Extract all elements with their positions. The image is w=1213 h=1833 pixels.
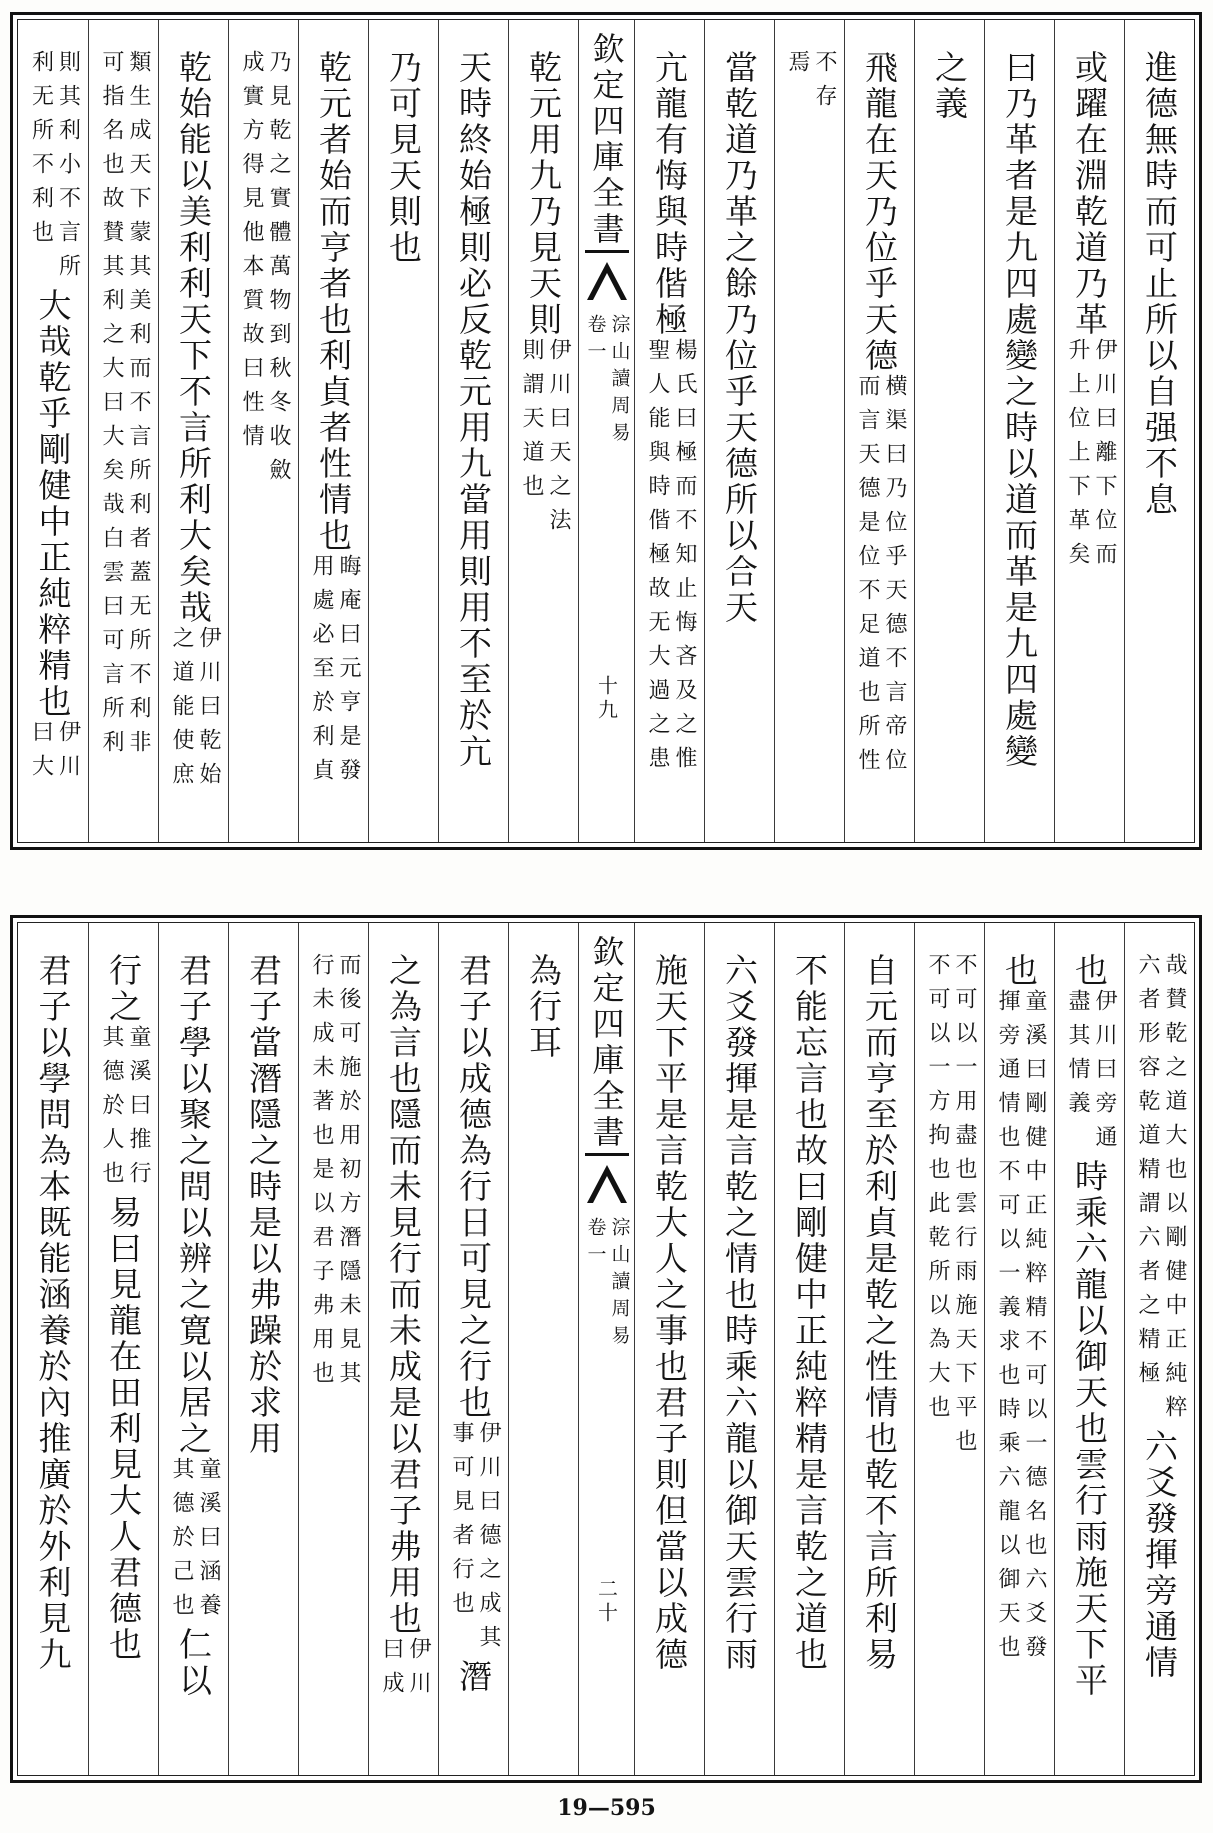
commentary-line: 焉 [785, 50, 810, 84]
collection-title: 欽定四庫全書 [587, 32, 626, 248]
text-column [438, 923, 508, 1775]
commentary-line: 成實方得見他本質故曰性情 [239, 50, 264, 458]
text-column [914, 20, 984, 842]
page-number: 19—595 [557, 1795, 656, 1821]
commentary-note [378, 1637, 429, 1705]
text-column [1054, 20, 1124, 842]
main-text: 君子以學問為本既能涵養於內推廣於外利見九 [33, 953, 73, 1673]
text-column [634, 20, 704, 842]
folio-caption [585, 1217, 629, 1352]
text-column [914, 923, 984, 1775]
commentary-line: 則謂天道也 [519, 338, 544, 508]
text-column [1054, 923, 1124, 1775]
commentary-line: 不存 [812, 50, 837, 118]
main-text: 乃可見天則也 [384, 50, 423, 266]
folio-center-column [578, 923, 634, 1775]
commentary-note [1064, 989, 1115, 1159]
main-text: 曰乃革者是九四處變之時以道而革是九四處變 [1000, 50, 1039, 770]
main-text: 之義 [930, 50, 969, 122]
commentary-line: 晦庵曰元亨是發 [336, 554, 361, 792]
commentary-line: 横渠曰乃位乎天德不言帝位 [882, 374, 907, 782]
main-text: 乾始能以美利利天下不言所利大矣哉 [174, 50, 213, 626]
commentary-line: 伊川 [406, 1637, 431, 1705]
commentary-line: 類生成天下蒙其美利而不言所利者蓋无所不利非 [126, 50, 151, 764]
commentary-line: 伊川曰乾始 [196, 626, 221, 796]
commentary-note [168, 626, 219, 796]
commentary-line: 乃見乾之實體萬物到秋冬收斂 [266, 50, 291, 492]
commentary-line: 升上位上下革矣 [1065, 338, 1090, 576]
commentary-note [854, 374, 905, 782]
commentary-line: 之道能使庶 [169, 626, 194, 796]
commentary-note [1134, 953, 1185, 1429]
book-title: 淙山讀周易 [608, 314, 631, 449]
commentary-line: 事可見者行也 [449, 1421, 474, 1625]
commentary-line: 曰成 [379, 1637, 404, 1705]
commentary-line: 不可以一方拘也此乾所以為大也 [925, 953, 950, 1429]
main-text: 大哉乾乎剛健中正純粹精也 [33, 288, 73, 720]
commentary-note [28, 720, 79, 788]
commentary-note [924, 953, 975, 1463]
commentary-note [308, 554, 359, 792]
upper-page-frame [10, 12, 1202, 850]
folio-center-column [578, 20, 634, 842]
leaf-number: 十九 [594, 675, 619, 723]
text-column [508, 20, 578, 842]
commentary-line: 童溪曰涵養 [196, 1457, 221, 1627]
text-column [88, 923, 158, 1775]
commentary-line: 楊氏曰極而不知止悔吝及之惟 [672, 338, 697, 780]
main-text: 當乾道乃革之餘乃位乎天德所以合天 [720, 50, 759, 626]
commentary-line: 曰大 [28, 720, 54, 788]
commentary-line: 盡其情義 [1065, 989, 1090, 1125]
commentary-line: 哉賛乾之道大也以剛健中正純粹 [1162, 953, 1187, 1429]
main-text: 行之 [104, 953, 143, 1025]
commentary-line: 則其利小不言所 [55, 50, 81, 288]
book-title: 淙山讀周易 [608, 1217, 631, 1352]
main-text: 仁以 [174, 1627, 213, 1699]
main-text: 易曰見龍在田利見大人君德也 [104, 1195, 143, 1663]
commentary-line: 行未成未著也是以君子弗用也 [309, 953, 334, 1395]
main-text: 或躍在淵乾道乃革 [1070, 50, 1109, 338]
commentary-line: 用處必至於利貞 [309, 554, 334, 792]
commentary-note [308, 953, 359, 1395]
commentary-line: 聖人能與時偕極故无大過之患 [645, 338, 670, 780]
commentary-line: 伊川曰天之法 [546, 338, 571, 542]
text-column [368, 20, 438, 842]
text-column [1124, 20, 1194, 842]
commentary-note [168, 1457, 219, 1627]
commentary-line: 伊川曰離下位而 [1092, 338, 1117, 576]
commentary-line: 其德於人也 [99, 1025, 124, 1195]
main-text: 乾元用九乃見天則 [524, 50, 563, 338]
lower-page-frame [10, 915, 1202, 1783]
text-column [844, 923, 914, 1775]
folio-caption [585, 314, 629, 449]
lower-text-block [17, 922, 1195, 1776]
text-column [634, 923, 704, 1775]
juan-number: 卷一 [584, 314, 607, 368]
text-column [774, 923, 844, 1775]
commentary-line: 揮旁通情也不可以一義求也時乘六龍以御天也 [995, 989, 1020, 1669]
commentary-line: 而言天德是位不足道也所性 [855, 374, 880, 782]
commentary-line: 其德於己也 [169, 1457, 194, 1627]
commentary-line: 不可以一用盡也雲行雨施天下平也 [952, 953, 977, 1463]
text-column [298, 923, 368, 1775]
commentary-line: 童溪曰推行 [126, 1025, 151, 1195]
text-column [984, 923, 1054, 1775]
main-text: 君子學以聚之問以辨之寛以居之 [174, 953, 213, 1457]
commentary-note [518, 338, 569, 542]
commentary-line: 而後可施於用初方潛隱未見其 [336, 953, 361, 1395]
text-column [158, 20, 228, 842]
fish-tail-mark [585, 250, 629, 304]
commentary-line: 六者形容乾道精謂六者之精極 [1135, 953, 1160, 1395]
main-text: 之為言也隱而未見行而未成是以君子弗用也 [384, 953, 423, 1637]
commentary-note [644, 338, 695, 780]
collection-title: 欽定四庫全書 [587, 935, 626, 1151]
main-text: 天時終始極則必反乾元用九當用則用不至於亢 [454, 50, 493, 770]
commentary-note [994, 989, 1045, 1669]
main-text: 也 [1000, 953, 1039, 989]
main-text: 六爻發揮旁通情 [1140, 1429, 1179, 1681]
main-text: 也 [1070, 953, 1109, 989]
text-column [228, 20, 298, 842]
text-column [704, 923, 774, 1775]
commentary-note [1064, 338, 1115, 576]
text-column [368, 923, 438, 1775]
text-column [844, 20, 914, 842]
commentary-note [784, 50, 835, 118]
text-column [438, 20, 508, 842]
text-column [1124, 923, 1194, 1775]
commentary-line: 童溪曰剛健中正純粹精不可以一德名也六爻發 [1022, 989, 1047, 1669]
text-column [298, 20, 368, 842]
commentary-line: 可指名也故賛其利之大曰大矣哉白雲曰可言所利 [99, 50, 124, 764]
commentary-note [238, 50, 289, 492]
main-text: 不能忘言也故曰剛健中正純粹精是言乾之道也 [790, 953, 829, 1673]
commentary-note [98, 1025, 149, 1195]
upper-text-block [17, 19, 1195, 843]
commentary-line: 伊川曰德之成其 [476, 1421, 501, 1659]
commentary-note [98, 50, 149, 764]
commentary-line: 伊川 [55, 720, 81, 788]
main-text: 六爻發揮是言乾之情也時乘六龍以御天雲行雨 [720, 953, 759, 1673]
text-column [774, 20, 844, 842]
text-column [18, 923, 88, 1775]
main-text: 乾元者始而亨者也利貞者性情也 [314, 50, 353, 554]
commentary-note [448, 1421, 499, 1659]
commentary-line: 伊川曰旁通 [1092, 989, 1117, 1159]
leaf-number: 二十 [594, 1578, 619, 1626]
main-text: 潛 [454, 1659, 493, 1695]
main-text: 君子以成德為行日可見之行也 [454, 953, 493, 1421]
text-column [18, 20, 88, 842]
main-text: 飛龍在天乃位乎天德 [860, 50, 899, 374]
commentary-line: 利无所不利也 [28, 50, 54, 254]
main-text: 亢龍有悔與時偕極 [650, 50, 689, 338]
text-column [88, 20, 158, 842]
text-column [228, 923, 298, 1775]
main-text: 時乘六龍以御天也雲行雨施天下平 [1070, 1159, 1109, 1699]
main-text: 自元而亨至於利貞是乾之性情也乾不言所利易 [860, 953, 899, 1673]
main-text: 君子當潛隱之時是以弗躁於求用 [244, 953, 283, 1457]
fish-tail-mark [585, 1153, 629, 1207]
main-text: 為行耳 [524, 953, 563, 1061]
commentary-note [28, 50, 79, 288]
text-column [984, 20, 1054, 842]
text-column [158, 923, 228, 1775]
text-column [704, 20, 774, 842]
text-column [508, 923, 578, 1775]
juan-number: 卷一 [584, 1217, 607, 1271]
main-text: 施天下平是言乾大人之事也君子則但當以成德 [650, 953, 689, 1673]
main-text: 進德無時而可止所以自强不息 [1140, 50, 1179, 518]
